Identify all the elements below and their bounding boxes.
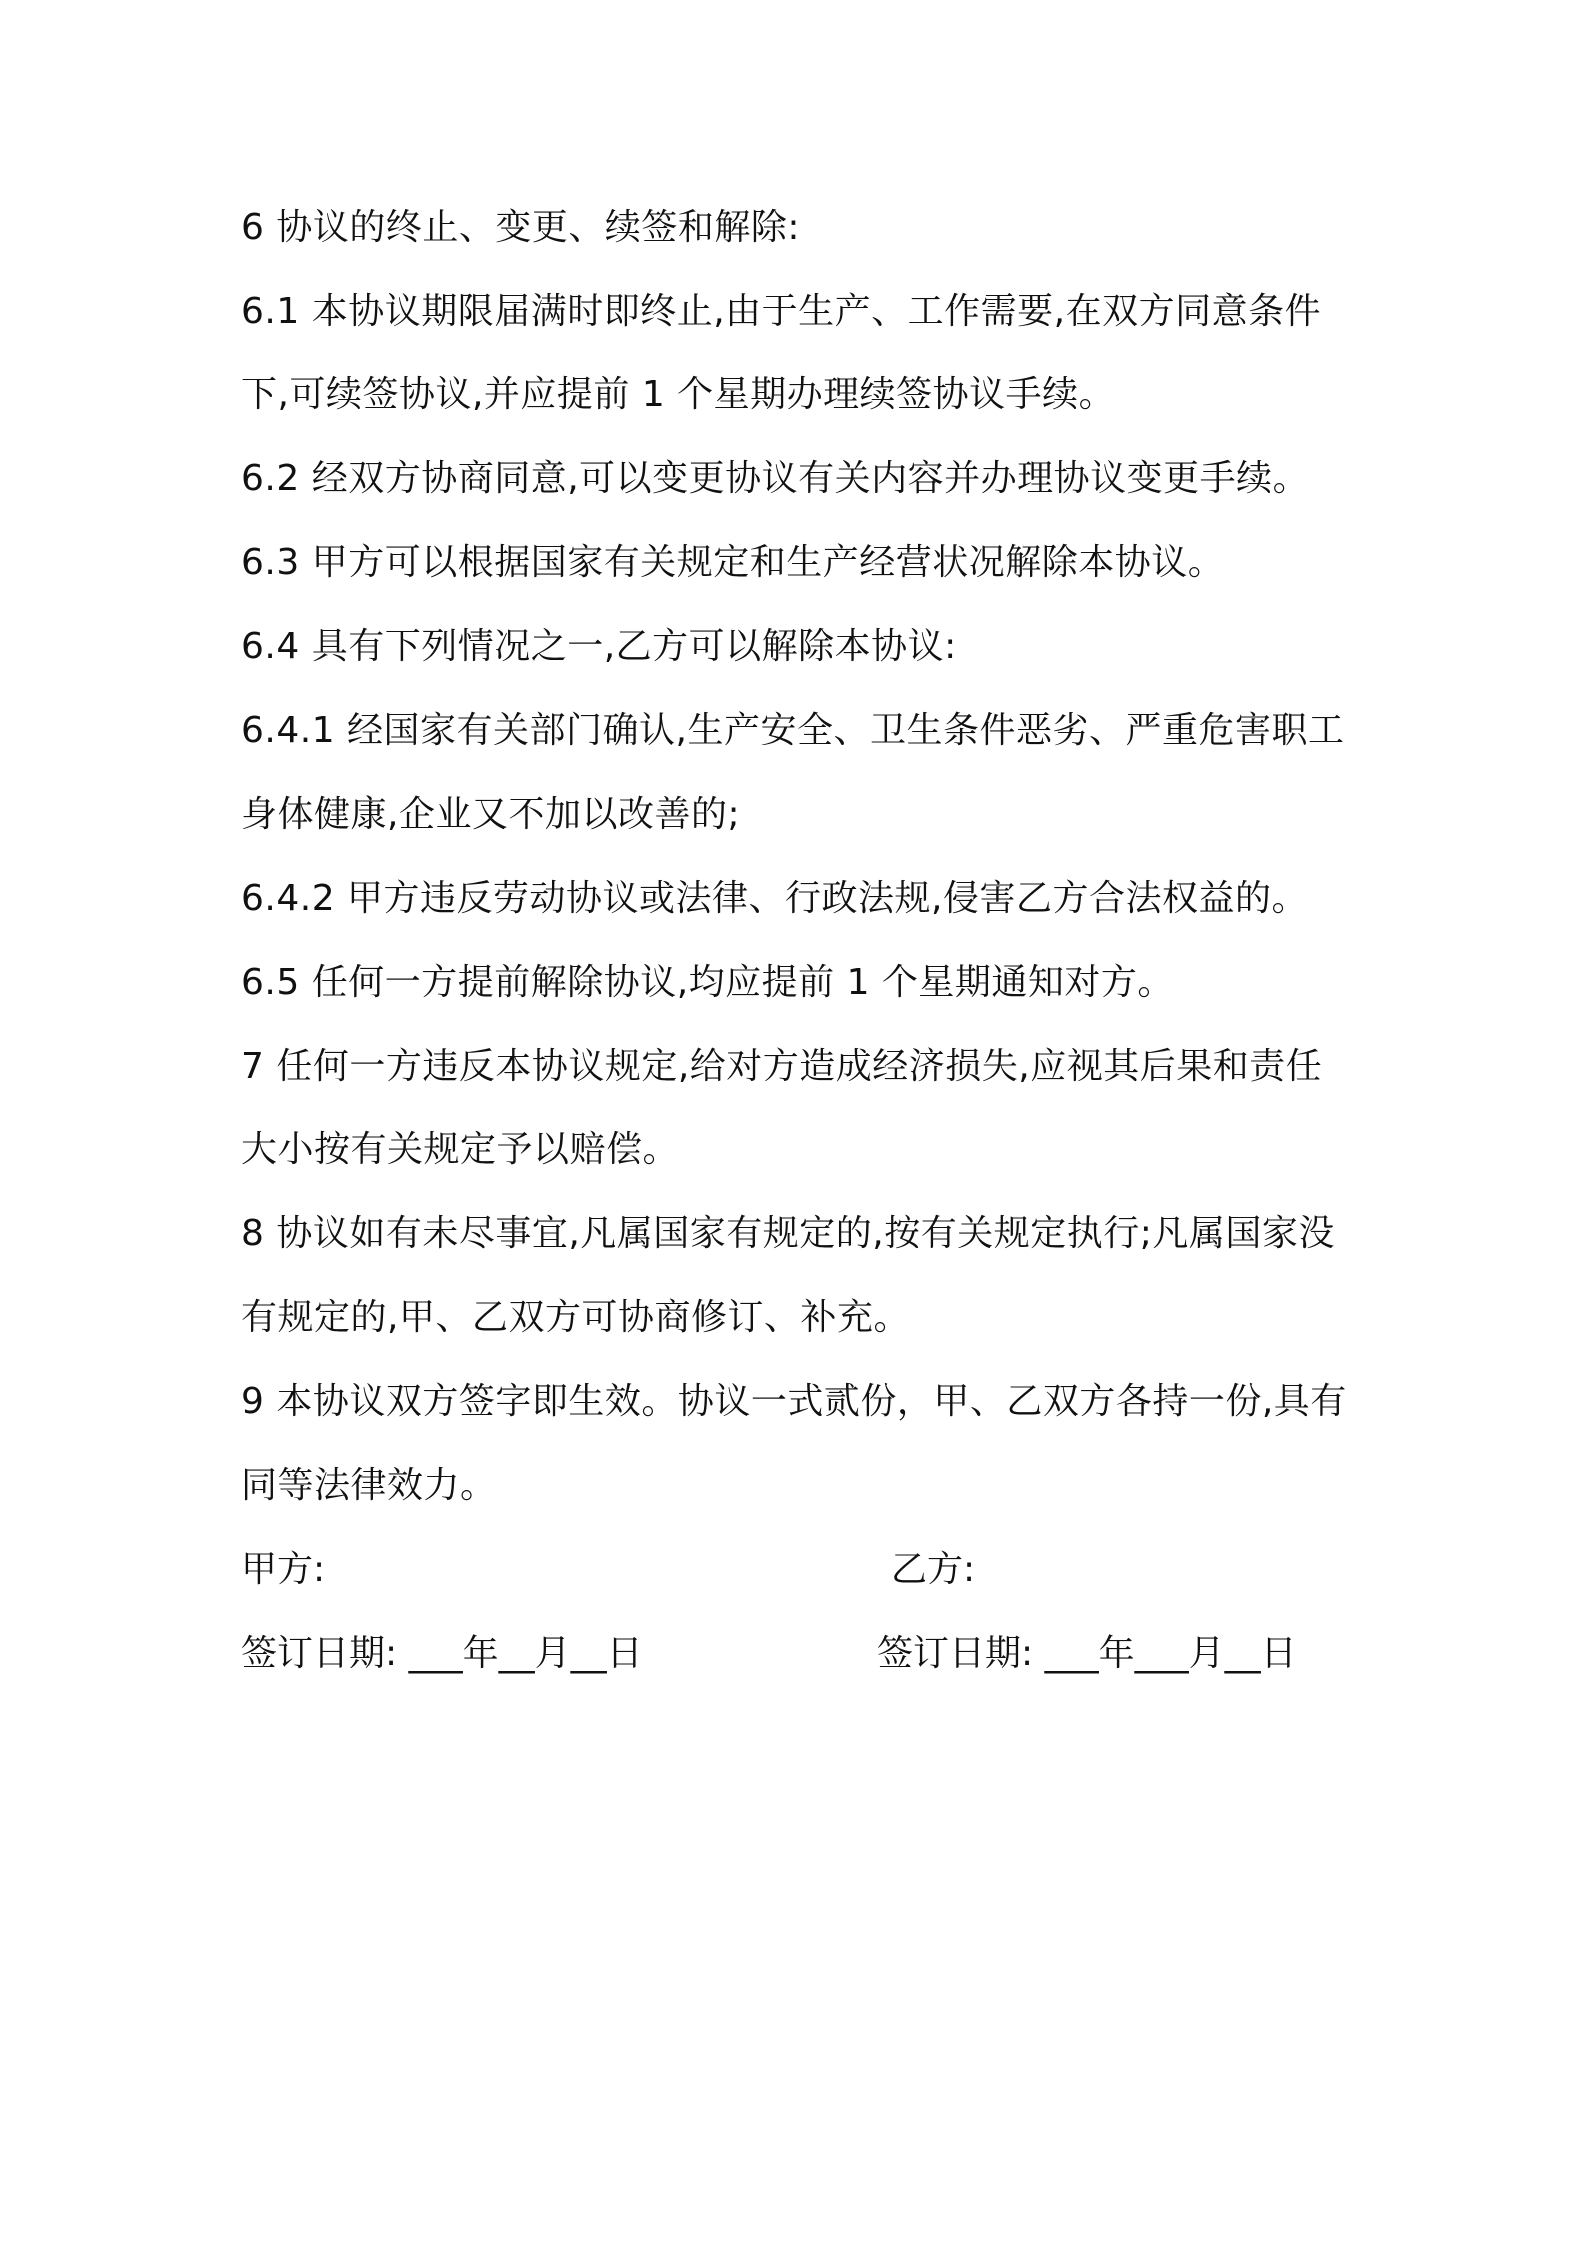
signature-date-row [241, 1624, 1361, 1684]
clause-6-4-2: 6.4.2 甲方违反劳动协议或法律、行政法规,侵害乙方合法权益的。 [241, 878, 1308, 919]
clause-6-4: 6.4 具有下列情况之一,乙方可以解除本协议: [241, 626, 957, 667]
clause-6-1-line-1: 6.1 本协议期限届满时即终止,由于生产、工作需要,在双方同意条件 [241, 291, 1322, 332]
section-9-line-2: 同等法律效力。 [241, 1465, 497, 1506]
section-7-line-1: 7 任何一方违反本协议规定,给对方造成经济损失,应视其后果和责任 [241, 1046, 1323, 1087]
party-a-label: 甲方: [241, 1549, 326, 1590]
clause-6-3: 6.3 甲方可以根据国家有关规定和生产经营状况解除本协议。 [241, 542, 1225, 583]
section-9-line-1: 9 本协议双方签字即生效。协议一式贰份，甲、乙双方各持一份,具有 [241, 1381, 1347, 1422]
section-8-line-1: 8 协议如有未尽事宜,凡属国家有规定的,按有关规定执行;凡属国家没 [241, 1213, 1335, 1254]
section-7-line-2: 大小按有关规定予以赔偿。 [241, 1129, 680, 1170]
party-a-sign-date: 签订日期: ___年__月__日 [241, 1633, 643, 1674]
party-b-sign-date: 签订日期: ___年___月__日 [877, 1633, 1297, 1674]
signature-party-row [241, 1540, 1361, 1600]
clause-6-2: 6.2 经双方协商同意,可以变更协议有关内容并办理协议变更手续。 [241, 458, 1310, 499]
clause-6-4-1-line-1: 6.4.1 经国家有关部门确认,生产安全、卫生条件恶劣、严重危害职工 [241, 710, 1345, 751]
clause-6-5: 6.5 任何一方提前解除协议,均应提前 1 个星期通知对方。 [241, 962, 1174, 1003]
party-b-label: 乙方: [891, 1549, 976, 1590]
section-8-line-2: 有规定的,甲、乙双方可协商修订、补充。 [241, 1297, 910, 1338]
clause-6-1-line-2: 下,可续签协议,并应提前 1 个星期办理续签协议手续。 [241, 374, 1116, 415]
clause-6-4-1-line-2: 身体健康,企业又不加以改善的; [241, 794, 741, 835]
section-6-heading: 6 协议的终止、变更、续签和解除: [241, 207, 800, 248]
